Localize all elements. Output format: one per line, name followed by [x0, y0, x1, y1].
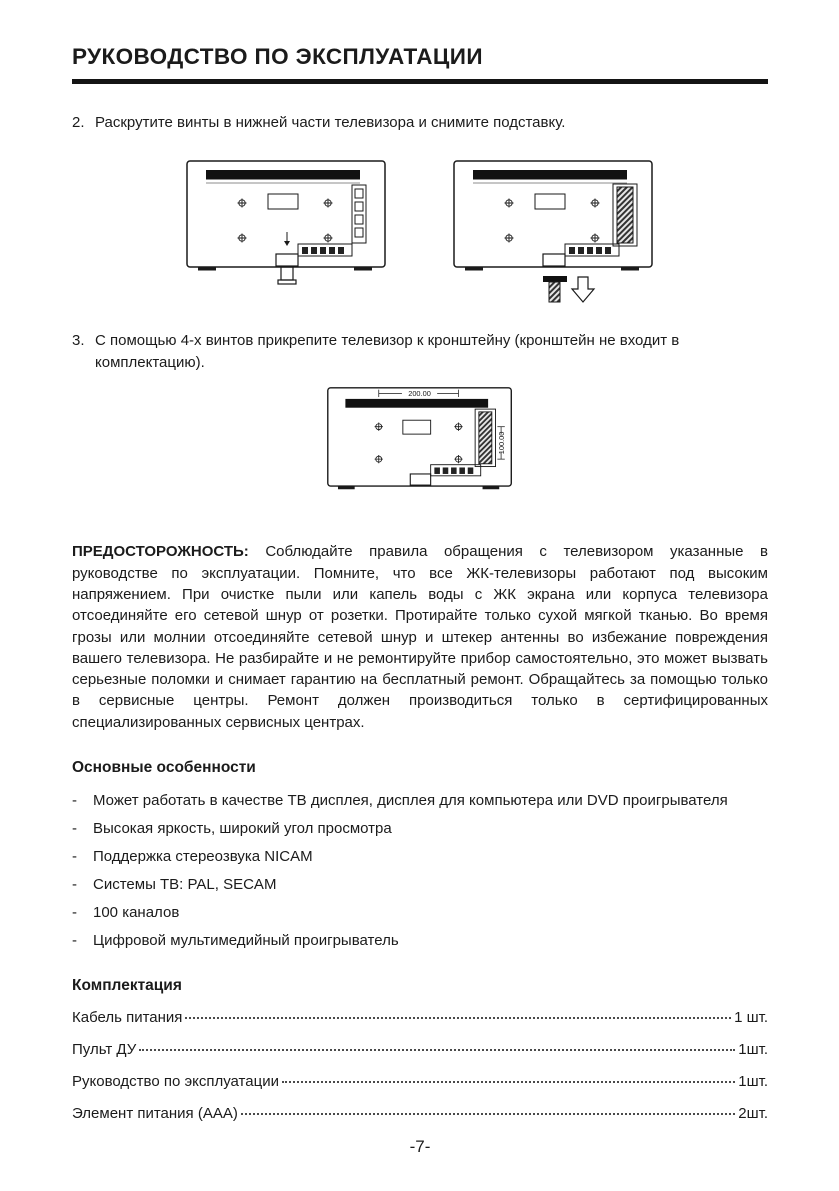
- step-2-number: 2.: [72, 114, 85, 131]
- features-heading: Основные особенности: [72, 758, 256, 776]
- tv-foot-right: [621, 267, 639, 271]
- bullet-dash: -: [72, 931, 77, 949]
- package-item-name: Кабель питания: [72, 1008, 183, 1026]
- figure-tv-back-stand-removed: [451, 158, 656, 308]
- caution-paragraph: [72, 541, 768, 733]
- dot-leader: [282, 1081, 735, 1083]
- feature-text: Поддержка стереозвука NICAM: [93, 847, 313, 865]
- vent-grille: [473, 170, 627, 180]
- bullet-dash: -: [72, 847, 77, 865]
- tv-foot-right: [354, 267, 372, 271]
- package-item: [72, 1009, 768, 1026]
- figure-tv-back-mount-dimensions: [325, 385, 515, 498]
- feature-item: [72, 790, 768, 811]
- bullet-dash: -: [72, 819, 77, 837]
- feature-item: [72, 846, 768, 867]
- package-heading: Комплектация: [72, 976, 182, 994]
- tv-foot-left: [338, 486, 355, 489]
- features-list: [72, 790, 768, 951]
- feature-text: Высокая яркость, широкий угол просмотра: [93, 819, 392, 837]
- tv-foot-left: [465, 267, 483, 271]
- caution-text: Соблюдайте правила обращения с телевизором указанные в руководстве по эксплуатации. Помните, что все ЖК-телевизоры работают под высоким напряжением. При очистке пыли или капель воды с ЖК экрана или корпуса телевизора отсоединяйте его сетевой шнур от розетки. Протирайте только сухой мягкой тканью. Во время грозы или молнии отсоединяйте сетевой шнур и штекер антенны во избежание повреждения вашего телевизора. Не разбирайте и не ремонтируйте прибор самостоятельно, это может вызвать серьезные поломки и снимает гарантию на бесплатный ремонт. Обращайтесь за помощью только в сервисные центры. Ремонт должен производиться только в сертифицированных специализированных сервисных центрах.: [72, 543, 769, 731]
- vent-grille: [345, 399, 488, 408]
- package-list: [72, 1009, 768, 1122]
- package-item-qty: 2шт.: [738, 1104, 768, 1122]
- dimension-height-label: 100.00: [496, 431, 506, 455]
- tv-foot-left: [198, 267, 216, 271]
- detached-stand: [543, 276, 567, 302]
- feature-item: [72, 874, 768, 895]
- bullet-dash: -: [72, 875, 77, 893]
- side-connector-panel: [613, 184, 637, 246]
- package-item-name: Элемент питания (AAA): [72, 1104, 238, 1122]
- caution-label: ПРЕДОСТОРОЖНОСТЬ:: [72, 543, 249, 561]
- page-footer: [72, 1137, 768, 1157]
- package-item-name: Пульт ДУ: [72, 1040, 137, 1058]
- page-number: -7-: [409, 1136, 431, 1156]
- vent-grille: [206, 170, 360, 180]
- feature-text: Может работать в качестве ТВ дисплея, дисплея для компьютера или DVD проигрывателя: [93, 791, 728, 809]
- package-item-name: Руководство по эксплуатации: [72, 1072, 279, 1090]
- package-item-qty: 1шт.: [738, 1072, 768, 1090]
- feature-text: Системы ТВ: PAL, SECAM: [93, 875, 277, 893]
- dimension-width-label: 200.00: [408, 389, 431, 399]
- dot-leader: [185, 1017, 731, 1019]
- package-item: [72, 1041, 768, 1058]
- package-item: [72, 1105, 768, 1122]
- feature-text: Цифровой мультимедийный проигрыватель: [93, 931, 399, 949]
- mount-dimension-figure-wrap: [72, 385, 768, 503]
- figure-tv-back-with-stand: [184, 158, 389, 286]
- page-title: РУКОВОДСТВО ПО ЭКСПЛУАТАЦИИ: [72, 44, 768, 84]
- package-item: [72, 1073, 768, 1090]
- step-2-text: Раскрутите винты в нижней части телевизора и снимите подставку.: [95, 114, 566, 131]
- dot-leader: [139, 1049, 735, 1051]
- feature-item: [72, 930, 768, 951]
- remove-direction-arrow-icon: [572, 277, 594, 302]
- dot-leader: [241, 1113, 735, 1115]
- package-item-qty: 1 шт.: [734, 1008, 768, 1026]
- step-2: [72, 112, 768, 134]
- step-3-text: С помощью 4-х винтов прикрепите телевизор к кронштейну (кронштейн не входит в комплектацию).: [95, 331, 680, 371]
- step-3-number: 3.: [72, 331, 85, 349]
- bullet-dash: -: [72, 903, 77, 921]
- tv-foot-right: [483, 486, 500, 489]
- package-item-qty: 1шт.: [738, 1040, 768, 1058]
- feature-item: [72, 902, 768, 923]
- bullet-dash: -: [72, 791, 77, 809]
- feature-item: [72, 818, 768, 839]
- step-3: [72, 330, 768, 374]
- feature-text: 100 каналов: [93, 903, 180, 921]
- stand-removal-figures: [72, 158, 768, 308]
